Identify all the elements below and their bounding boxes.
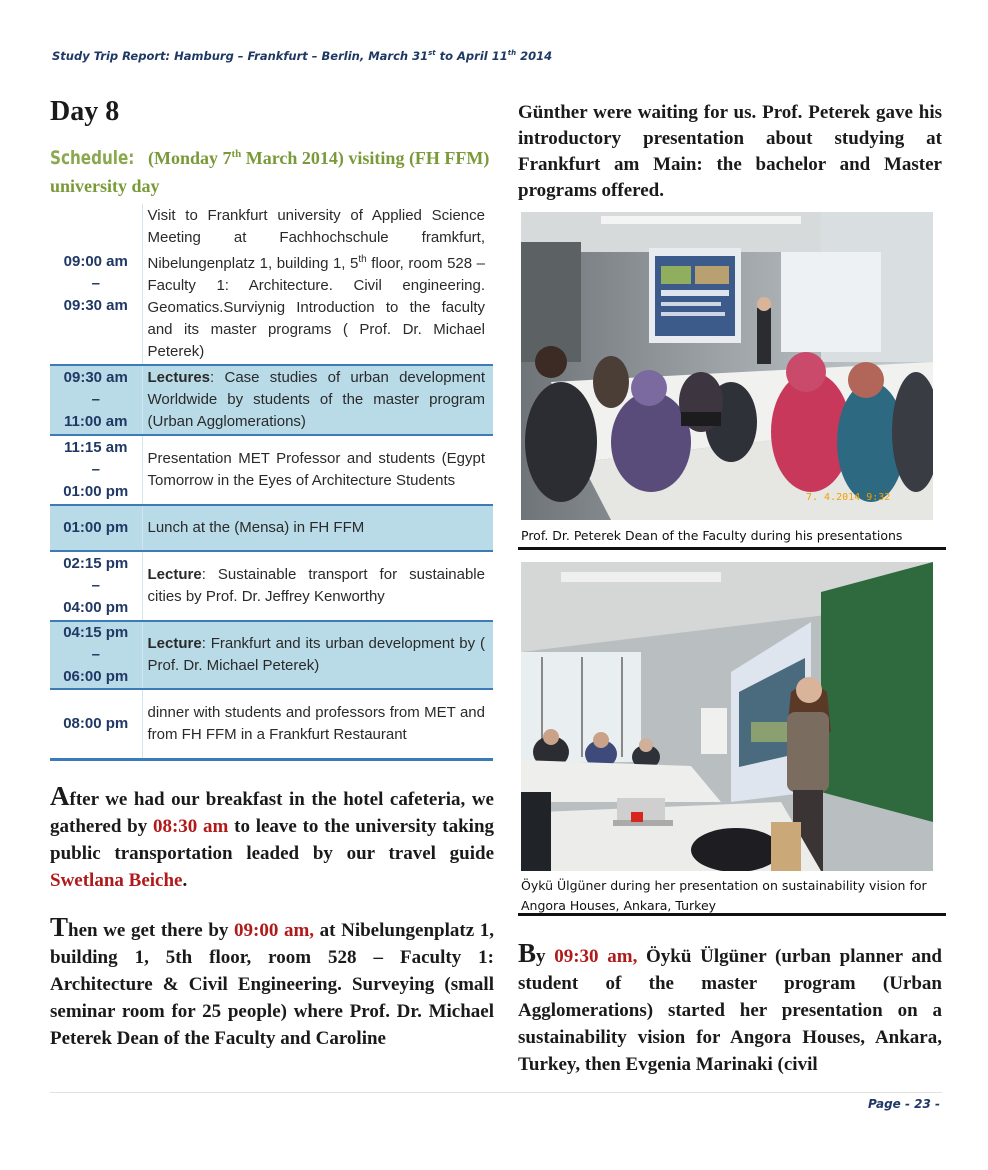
schedule-table [50, 204, 493, 761]
caption-rule-2 [518, 913, 946, 916]
table-row [50, 551, 493, 621]
paragraph-breakfast: After we had our breakfast in the hotel cafeteria, we gathered by 08:30 am to leave to the university taking public transportation leaded by our travel guide Swetlana Beiche. [50, 780, 495, 891]
activity-cell: Visit to Frankfurt university of Applied Science Meeting at Fachhochschule framkfurt, Nibelungenplatz 1, building 1, 5th floor, room 528 – Faculty 1: Architecture. Civil engineering. Geomatics.Surviynig Introduction to the faculty and its master programs ( Prof. Dr. Michael Peterek) [142, 204, 493, 365]
schedule-label: Schedule: [50, 147, 135, 169]
caption-photo-1: Prof. Dr. Peterek Dean of the Faculty during his presentations [521, 528, 903, 543]
time-cell: 01:00 pm [50, 505, 142, 551]
left-column [50, 96, 494, 1052]
time-cell: 09:30 am – 11:00 am [50, 365, 142, 435]
table-row [50, 435, 493, 505]
activity-cell: Lectures: Case studies of urban development Worldwide by students of the master program (Urban Agglomerations) [142, 365, 493, 435]
table-row [50, 204, 493, 365]
time-cell: 09:00 am – 09:30 am [63, 253, 128, 314]
photo-lecture-room [521, 212, 933, 520]
paragraph-arrival: Then we get there by 09:00 am, at Nibelungenplatz 1, building 1, 5th floor, room 528 – Faculty 1: Architecture & Civil Engineering. Surveying (small seminar room for 25 people) where Prof. Dr. Michael Peterek Dean of the Faculty and Caroline [50, 911, 494, 1049]
caption-photo-2: Öykü Ülgüner during her presentation on sustainability vision for Angora Houses, Ankara, Turkey [521, 878, 927, 913]
right-column-bottom [518, 940, 942, 1078]
running-header: Study Trip Report: Hamburg – Frankfurt – Berlin, March 31st to April 11th 2014 [52, 49, 553, 63]
table-row [50, 505, 493, 551]
photo-date-stamp: 7. 4.2014 9:32 [806, 492, 891, 503]
paragraph-presentations: By 09:30 am, Öykü Ülgüner (urban planner and student of the master program (Urban Agglomerations) started her presentation on a sustainability vision for Angora Houses, Ankara, Turkey, then Evgenia Marinaki (civil [518, 938, 942, 1075]
time-cell: 11:15 am – 01:00 pm [63, 439, 129, 500]
caption-rule-1 [518, 547, 946, 550]
photo-student-presentation [521, 562, 933, 871]
schedule-heading: Schedule: (Monday 7th March 2014) visiting (FH FFM) university day [50, 140, 494, 200]
table-row [50, 365, 493, 435]
footer-divider [50, 1092, 942, 1093]
time-cell: 08:00 pm [63, 714, 129, 732]
presentation-photo-image [521, 562, 933, 871]
lecture-photo-image [521, 212, 933, 520]
page-number: Page - 23 - [867, 1097, 940, 1111]
activity-cell: dinner with students and professors from MET and from FH FFM in a Frankfurt Restaurant [142, 689, 493, 759]
time-cell: 04:15 pm – 06:00 pm [50, 621, 142, 689]
paragraph-introduction: Günther were waiting for us. Prof. Peterek gave his introductory presentation about studying at Frankfurt am Main: the bachelor and Master programs offered. [518, 102, 942, 201]
activity-cell: Lunch at the (Mensa) in FH FFM [142, 505, 493, 551]
table-row [50, 621, 493, 689]
activity-cell: Lecture: Frankfurt and its urban development by ( Prof. Dr. Michael Peterek) [142, 621, 493, 689]
table-row [50, 689, 493, 759]
day-title: Day 8 [50, 96, 120, 127]
activity-cell: Lecture: Sustainable transport for sustainable cities by Prof. Dr. Jeffrey Kenworthy [142, 551, 493, 621]
time-cell: 02:15 pm – 04:00 pm [63, 555, 129, 616]
right-column-top [518, 100, 942, 204]
activity-cell: Presentation MET Professor and students (Egypt Tomorrow in the Eyes of Architecture Students [142, 435, 493, 505]
